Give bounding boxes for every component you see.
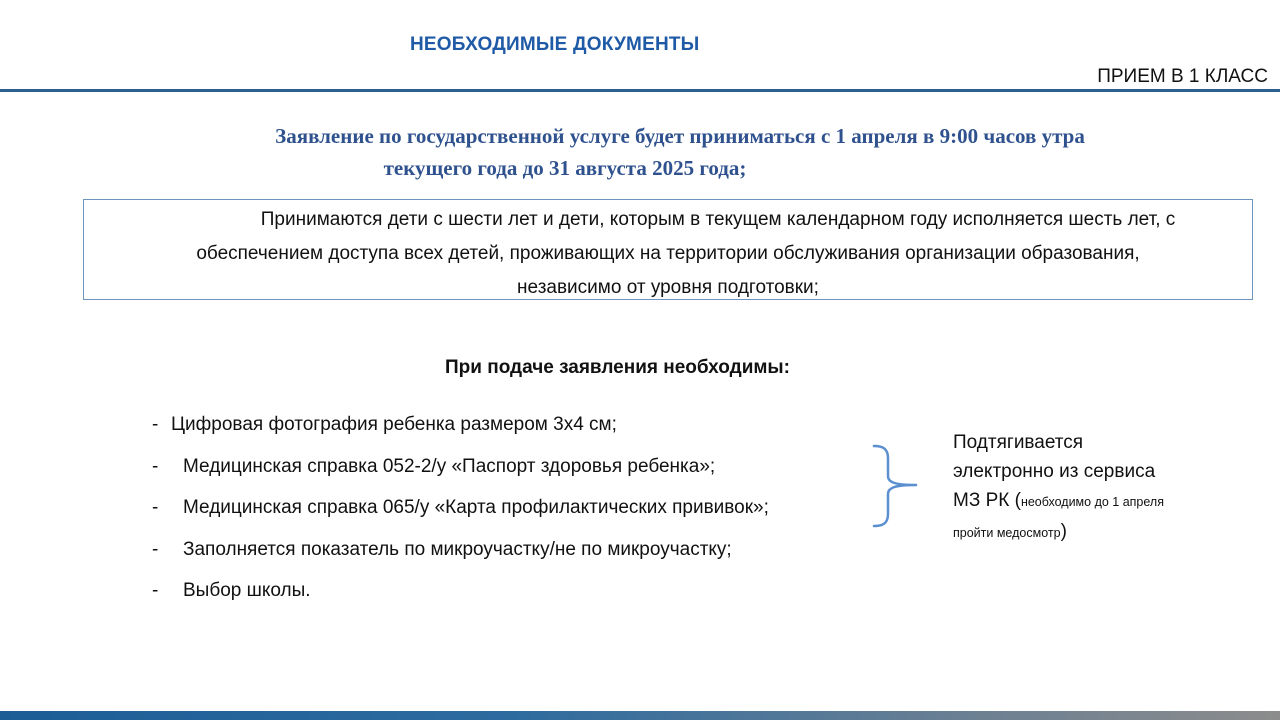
note-line-4 [953, 517, 1253, 548]
list-item-text: Цифровая фотография ребенка размером 3х4 см; [171, 414, 617, 435]
list-dash: - [152, 580, 159, 601]
note-line-1: Подтягивается [953, 432, 1084, 453]
list-item [152, 576, 769, 618]
footer-bar [0, 711, 1280, 720]
list-item-text: Заполняется показатель по микроучастку/не по микроучастку; [183, 538, 732, 560]
list-item-text: Медицинская справка 065/у «Карта профилактических прививок»; [183, 497, 769, 518]
note-line-3-main: МЗ РК ( [953, 490, 1021, 511]
list-item [152, 452, 769, 494]
list-item [152, 493, 769, 535]
page-subtitle: ПРИЕМ В 1 КЛАСС [1097, 66, 1268, 87]
list-item-text: Выбор школы. [183, 580, 311, 601]
note-line-3 [953, 486, 1253, 517]
application-notice [120, 120, 1240, 184]
requirements-heading: При подаче заявления необходимы: [445, 357, 790, 378]
list-dash: - [152, 497, 159, 518]
notice-line-1: Заявление по государственной услуге будет приниматься с 1 апреля в 9:00 часов утра [275, 124, 1085, 148]
list-dash: - [152, 414, 159, 435]
note-line-2: электронно из сервиса [953, 461, 1156, 482]
notice-line-2: текущего года до 31 августа 2025 года; [383, 156, 747, 180]
note-line-3-small: необходимо до 1 апреля [1020, 495, 1164, 509]
info-line-2: обеспечением доступа всех детей, проживающих на территории обслуживания организации образования, [196, 243, 1140, 264]
list-item [152, 410, 769, 452]
list-item [152, 535, 769, 577]
list-dash: - [152, 455, 159, 477]
required-documents-list [152, 410, 769, 618]
header-divider [0, 89, 1280, 92]
info-line-3: независимо от уровня подготовки; [517, 277, 819, 298]
curly-brace-icon [870, 444, 922, 528]
info-line-1: Принимаются дети с шести лет и дети, которым в текущем календарном году исполняется шесть лет, с [260, 209, 1176, 230]
list-dash: - [152, 538, 159, 560]
note-line-4-small: пройти медосмотр [953, 526, 1061, 540]
admission-info-box [83, 199, 1253, 300]
list-item-text: Медицинская справка 052-2/у «Паспорт здоровья ребенка»; [183, 455, 716, 477]
medical-data-note [953, 428, 1253, 548]
page-title: НЕОБХОДИМЫЕ ДОКУМЕНТЫ [410, 34, 700, 55]
note-line-4-end: ) [1060, 521, 1067, 542]
